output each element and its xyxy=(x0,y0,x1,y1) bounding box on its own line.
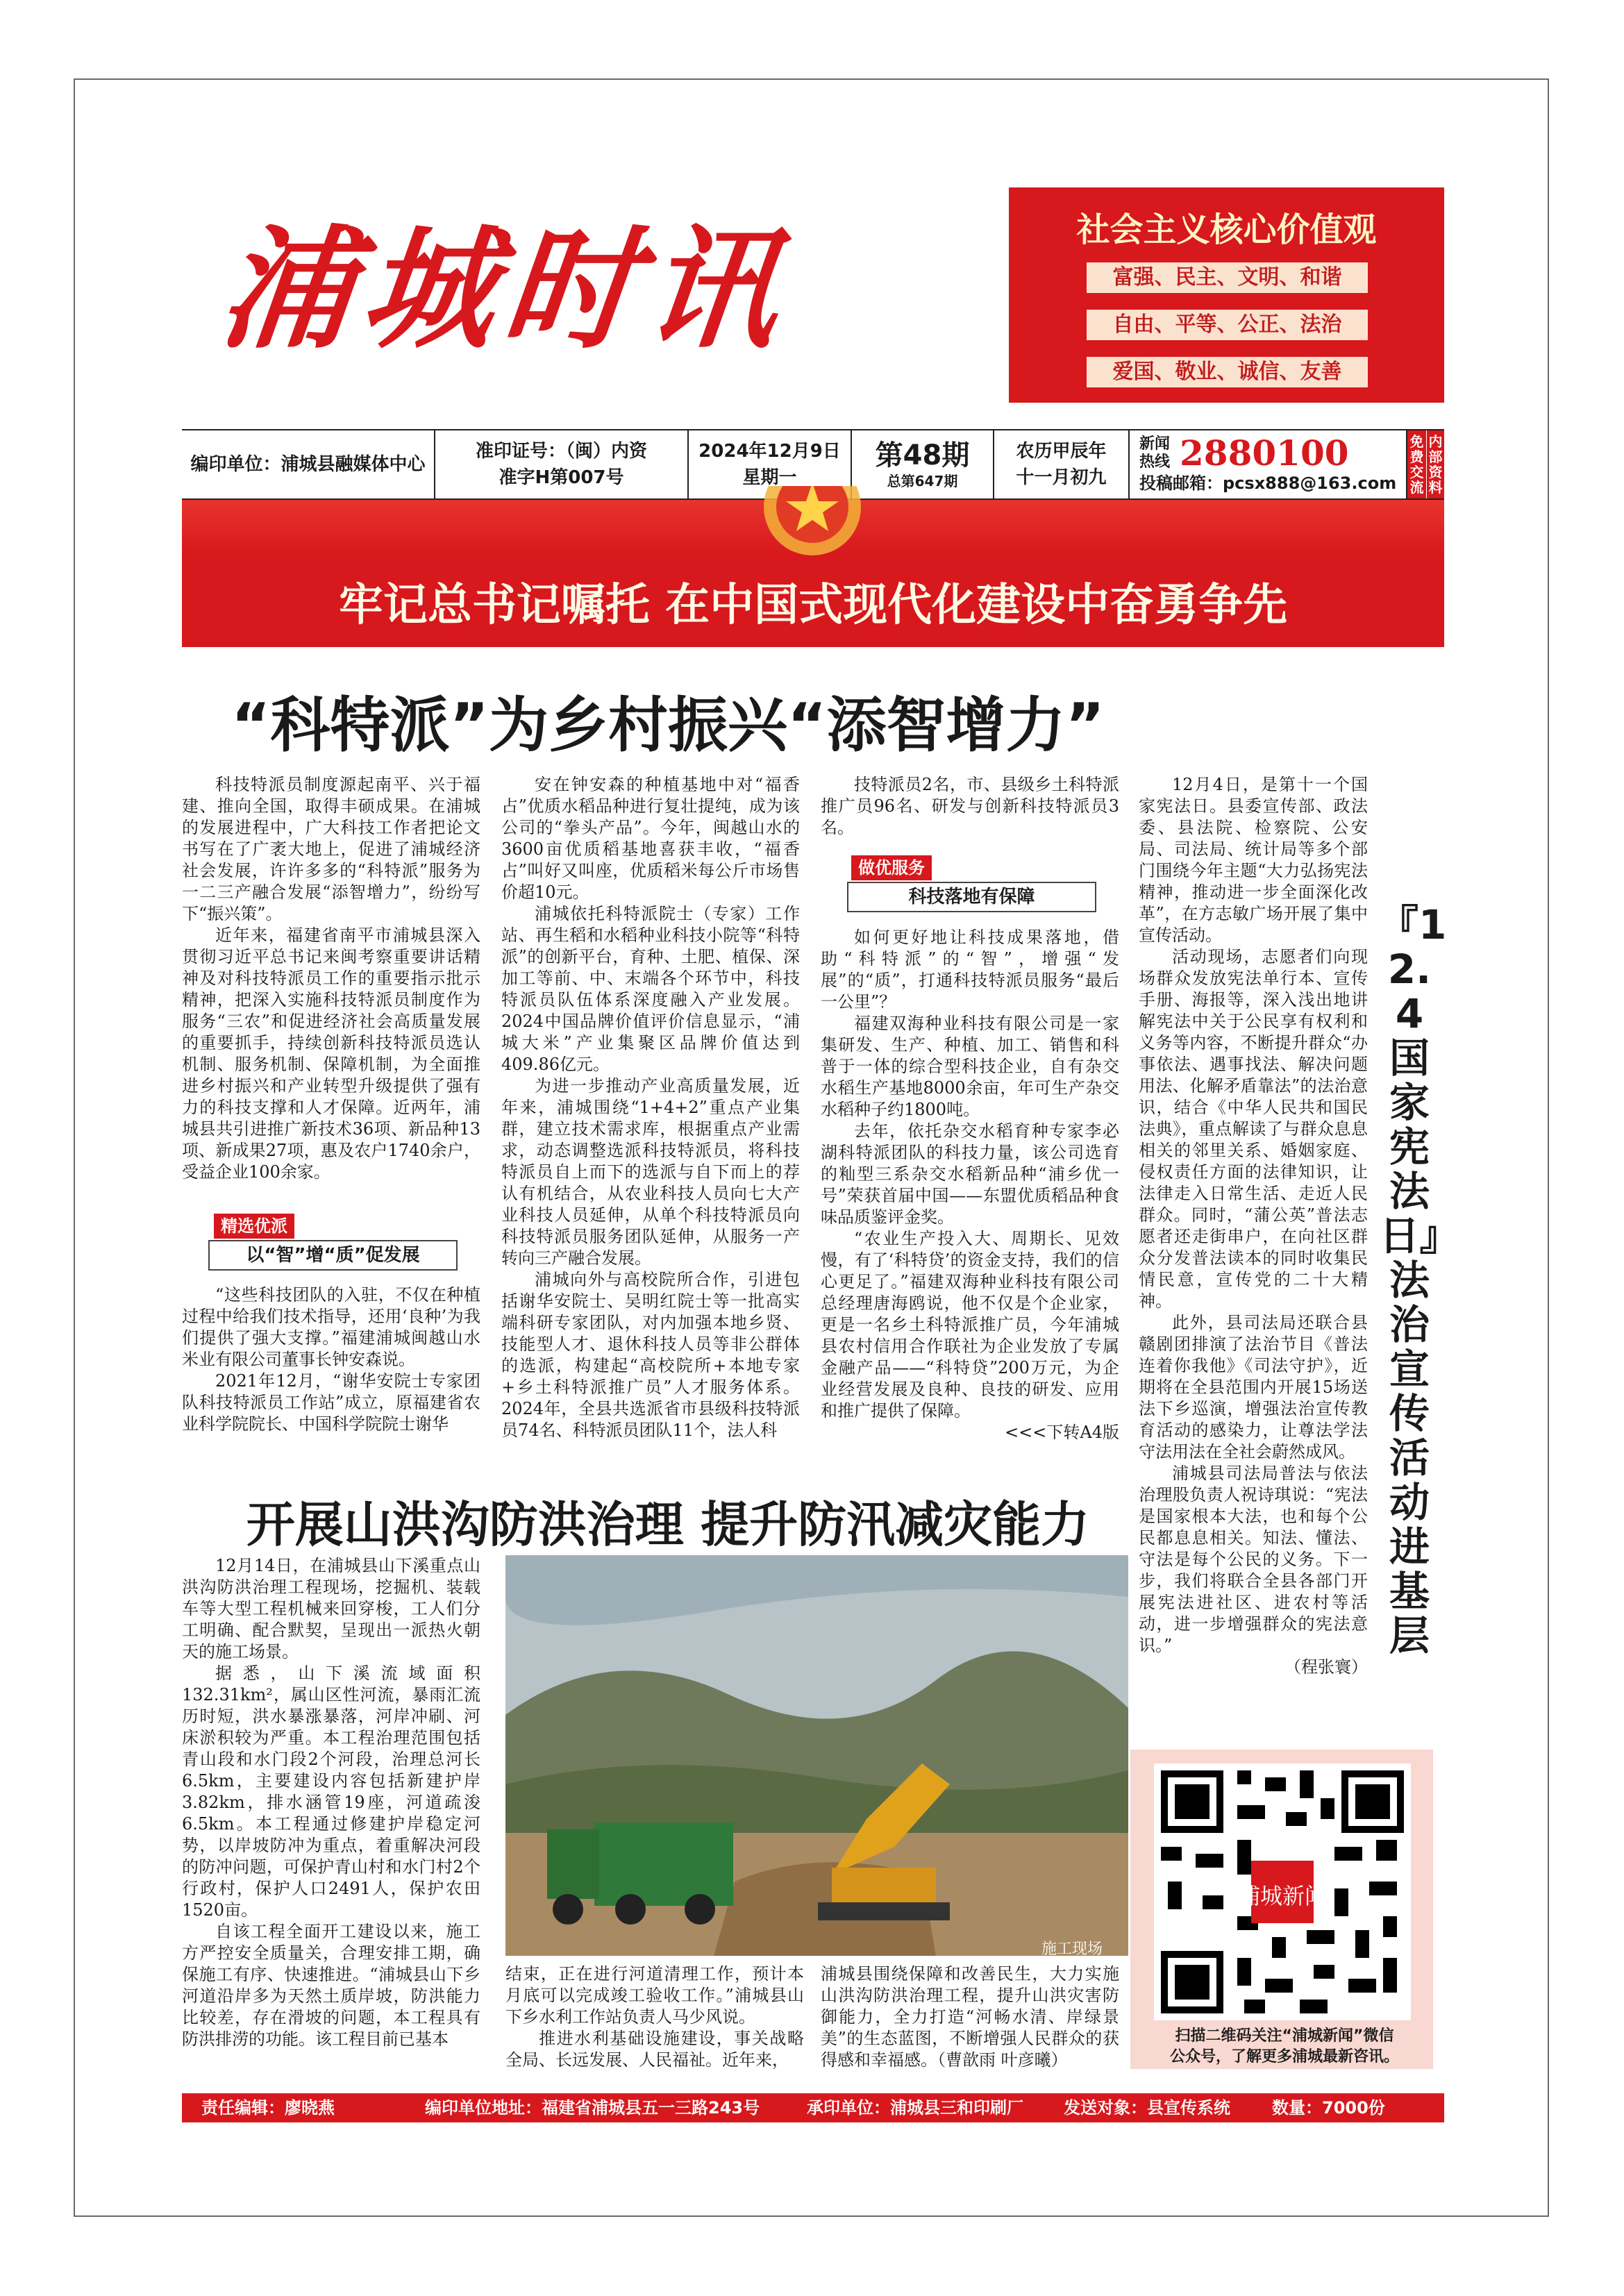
paragraph: 据悉，山下溪流域面积132.31km²，属山区性河流，暴雨汇流历时短，洪水暴涨暴落，河岸冲刷、河床淤积较为严重。本工程治理范围包括青山段和水门段2个河段，治理总河长6.5km，主要建设内容包括新建护岸3.82km，排水涵管19座，河道疏浚6.5km。本工程通过修建护岸稳定河势，以岸坡防冲为重点，着重解决河段的防冲问题，可保护青山村和水门村2个行政村，保护人口2491人，保护农田1520亩。 xyxy=(182,1664,480,1920)
footer-target: 发送对象：县宣传系统 xyxy=(1064,2098,1230,2118)
photo-caption: 施工现场 xyxy=(1041,1941,1103,1958)
section-subhead: 科技落地有保障 xyxy=(847,882,1096,912)
footer-bar xyxy=(182,2093,1444,2122)
article-column xyxy=(182,774,480,1183)
paragraph: “这些科技团队的入驻，不仅在种植过程中给我们技术指导，还用‘良种’为我们提供了强大支撑。”福建浦城闽越山水米业有限公司董事长钟安森说。 xyxy=(182,1285,480,1369)
paragraph: 12月14日，在浦城县山下溪重点山洪沟防洪治理工程现场，挖掘机、装载车等大型工程机械来回穿梭，工人们分工明确、配合默契，呈现出一派热火朝天的施工场景。 xyxy=(182,1556,480,1661)
issue-number: 第48期 xyxy=(875,439,970,471)
article-headline: 开展山洪沟防洪治理 提升防汛减灾能力 xyxy=(246,1495,1090,1553)
qr-code-icon[interactable] xyxy=(1154,1763,1411,2020)
section-tag: 精选优派 xyxy=(214,1214,294,1239)
paragraph: 浦城依托科特派院士（专家）工作站、再生稻和水稻种业科技小院等“科特派”的创新平台，育种、土肥、植保、深加工等前、中、末端各个环节中，科技特派员队伍体系深度融入产业发展。2024中国品牌价值评价信息显示，“浦城大米”产业集聚区品牌价值达到409.86亿元。 xyxy=(501,904,800,1074)
qr-caption xyxy=(1139,2026,1430,2068)
paragraph: “农业生产投入大、周期长、见效慢，有了‘科特贷’的资金支持，我们的信心更足了。”福建双海种业科技有限公司总经理唐海鸥说，他不仅是个企业家，更是一名乡土科特派推广员，今年浦城县农村信用合作联社为企业发放了专属金融产品——“科特贷”200万元，为企业经营发展及良种、良技的研发、应用和推广提供了保障。 xyxy=(821,1229,1119,1421)
publisher: 编印单位：浦城县融媒体中心 xyxy=(190,454,426,475)
paragraph: 为进一步推动产业高质量发展，近年来，浦城围绕“1+4+2”重点产业集群，建立技术需求库，根据重点产业需求，动态调整选派科技特派员，将科技特派员自上而下的选派与自下而上的荐认有机结合，从农业科技人员向七大产业科技人员延伸，从单个科技特派员向科技特派员服务团队延伸，从服务一产转向三产融合发展。 xyxy=(501,1076,800,1268)
article-headline: “科特派”为乡村振兴“添智增力” xyxy=(231,691,1105,760)
lunar-year: 农历甲辰年 xyxy=(1016,441,1107,462)
article-column xyxy=(501,774,800,1441)
paragraph: 12月4日，是第十一个国家宪法日。县委宣传部、政法委、县法院、检察院、公安局、司法局、统计局等多个部门围绕今年主题“大力弘扬宪法精神，推动进一步全面深化改革”，在方志敏广场开展了集中宣传活动。 xyxy=(1139,775,1368,945)
issue-total: 总第647期 xyxy=(887,473,958,489)
paragraph: 近年来，福建省南平市浦城县深入贯彻习近平总书记来闽考察重要讲话精神及对科技特派员工作的重要指示批示精神，把深入实施科技特派员制度作为服务“三农”和促进经济社会高质量发展的重要抓手，持续创新科技特派员选认机制、服务机制、保障机制，为全面推进乡村振兴和产业转型升级提供了强有力的科技支撑和人才保障。近两年，浦城县共引进推广新技术36项、新品种13项、新成果27项，惠及农户1740余户，受益企业100余家。 xyxy=(182,925,480,1182)
paragraph: 如何更好地让科技成果落地，借助“科特派”的“智”，增强“发展”的“质”，打通科技特派员服务“最后一公里”？ xyxy=(821,928,1119,1012)
permit-number: 准印证号：（闽）内资 xyxy=(475,441,647,462)
paragraph: 推进水利基础设施建设，事关战略全局、长远发展、人民福祉。近年来， xyxy=(505,2029,804,2070)
article-column xyxy=(821,774,1119,839)
qr-caption-line: 扫描二维码关注“浦城新闻”微信 xyxy=(1175,2027,1394,2045)
continued-note: <<<下转A4版 xyxy=(1005,1423,1119,1442)
masthead-title: 浦城时讯 xyxy=(212,212,796,367)
paragraph: 技特派员2名，市、县级乡土科特派推广员96名、研发与创新科技特派员3名。 xyxy=(821,775,1119,837)
hotline-label-2: 热线 xyxy=(1139,453,1171,471)
paragraph: 安在钟安森的种植基地中对“福香占”优质水稻品种进行复壮提纯，成为该公司的“拳头产品”。今年，闽越山水的3600亩优质稻基地喜获丰收，“福香占”叫好又叫座，优质稻米每公斤市场售价超10元。 xyxy=(501,775,800,902)
hotline-label: 新闻 xyxy=(1139,435,1171,453)
core-values-row: 自由、平等、公正、法治 xyxy=(1087,310,1368,340)
internal-label: 内部资料 xyxy=(1428,433,1443,496)
emblem-icon xyxy=(750,486,875,569)
paragraph: 福建双海种业科技有限公司是一家集研发、生产、种植、加工、销售和科普于一体的综合型科技企业，自有杂交水稻生产基地8000余亩，年可生产杂交水稻种子约1800吨。 xyxy=(821,1014,1119,1119)
core-values-title: 社会主义核心价值观 xyxy=(1076,210,1377,249)
footer-printer: 承印单位：浦城县三和印刷厂 xyxy=(807,2098,1023,2118)
paragraph: 此外，县司法局还联合县赣剧团排演了法治节目《普法连着你我他》《司法守护》，近期将在全县范围内开展15场送法下乡巡演，增强法治宣传教育活动的感染力，让尊法学法守法用法在全社会蔚然成风。 xyxy=(1139,1313,1368,1461)
paragraph: 2021年12月，“谢华安院士专家团队科技特派员工作站”成立，原福建省农业科学院院长、中国科学院院士谢华 xyxy=(182,1371,480,1434)
hotline-number: 2880100 xyxy=(1180,433,1349,474)
paragraph: 自该工程全面开工建设以来，施工方严控安全质量关，合理安排工期，确保施工有序、快速推进。“浦城县山下乡河道沿岸多为天然土质岸坡，防洪能力比较差，存在滑坡的问题，本工程具有防洪排涝的功能。该工程目前已基本 xyxy=(182,1922,480,2049)
article-column xyxy=(505,1963,804,2071)
qr-logo-text: 浦城新闻 xyxy=(1237,1883,1328,1909)
permit-number-2: 准字H第007号 xyxy=(499,467,624,488)
lunar-date: 十一月初九 xyxy=(1016,467,1107,488)
contribution-email: 投稿邮箱：pcsx888@163.com xyxy=(1139,474,1397,493)
article-column xyxy=(182,1284,480,1435)
paragraph: 去年，依托杂交水稻育种专家李必湖科特派团队的科技力量，该公司选育的籼型三系杂交水稻新品种“浦乡优一号”荣获首届中国——东盟优质稻品种食味品质鉴评金奖。 xyxy=(821,1121,1119,1227)
section-tag: 做优服务 xyxy=(851,855,932,880)
paragraph: 活动现场，志愿者们向现场群众发放宪法单行本、宣传手册、海报等，深入浅出地讲解宪法中关于公民享有权利和义务等内容，不断提升群众“办事依法、遇事找法、解决问题用法、化解矛盾靠法”的法治意识，结合《中华人民共和国民法典》，重点解读了与群众息息相关的邻里关系、婚姻家庭、侵权责任方面的法律知识，让法律走入日常生活、走近人民群众。同时，“蒲公英”普法志愿者还走街串户，在向社区群众分发普法读本的同时收集民情民意，宣传党的二十大精神。 xyxy=(1139,947,1368,1311)
footer-editor: 责任编辑：廖晓燕 xyxy=(201,2098,335,2118)
banner-title: 牢记总书记嘱托 在中国式现代化建设中奋勇争先 xyxy=(338,580,1288,631)
byline: （程张寰） xyxy=(1284,1657,1368,1677)
paragraph: 结束，正在进行河道清理工作，预计本月底可以完成竣工验收工作。”浦城县山下乡水利工作站负责人马少风说。 xyxy=(505,1964,804,2027)
article-column xyxy=(821,927,1119,1443)
issue-weekday: 星期一 xyxy=(742,467,797,488)
side-article-title: 『12.4国家宪法日』法治宣传活动进基层 xyxy=(1378,901,1447,1659)
qr-caption-line: 公众号，了解更多浦城最新咨讯。 xyxy=(1169,2048,1399,2065)
issue-date: 2024年12月9日 xyxy=(698,441,841,462)
free-label: 免费交流 xyxy=(1409,433,1424,496)
core-values-row: 爱国、敬业、诚信、友善 xyxy=(1087,357,1368,387)
footer-address: 编印单位地址：福建省浦城县五一三路243号 xyxy=(425,2098,760,2118)
construction-photo xyxy=(505,1555,1128,1956)
core-values-row: 富强、民主、文明、和谐 xyxy=(1087,262,1368,293)
article-column xyxy=(1139,774,1368,1678)
footer-quantity: 数量：7000份 xyxy=(1272,2098,1385,2118)
paragraph: 浦城县围绕保障和改善民生，大力实施山洪沟防洪治理工程，提升山洪灾害防御能力，全力打造“河畅水清、岸绿景美”的生态蓝图，不断增强人民群众的获得感和幸福感。（曹歆雨 叶彦曦） xyxy=(821,1964,1119,2070)
article-column xyxy=(182,1555,480,2050)
article-column xyxy=(821,1963,1119,2071)
paragraph: 浦城向外与高校院所合作，引进包括谢华安院士、吴明红院士等一批高实端科研专家团队，对内加强本地乡贤、技能型人才、退休科技人员等非公群体的选派，构建起“高校院所+本地专家+乡土科特派推广员”人才服务体系。2024年，全县共选派省市县级科技特派员74名、科特派员团队11个，法人科 xyxy=(501,1270,800,1440)
paragraph: 科技特派员制度源起南平、兴于福建、推向全国，取得丰硕成果。在浦城的发展进程中，广大科技工作者把论文书写在了广袤大地上，促进了浦城经济社会发展，许许多多的“科特派”服务为一二三产融合发展“添智增力”，纷纷写下“振兴策”。 xyxy=(182,775,480,923)
section-subhead: 以“智”增“质”促发展 xyxy=(208,1240,458,1271)
paragraph: 浦城县司法局普法与依法治理股负责人祝诗琪说：“宪法是国家根本大法，也和每个公民都息息相关。知法、懂法、守法是每个公民的义务。下一步，我们将联合全县各部门开展宪法进社区、进农村等活动，进一步增强群众的宪法意识。” xyxy=(1139,1464,1368,1655)
